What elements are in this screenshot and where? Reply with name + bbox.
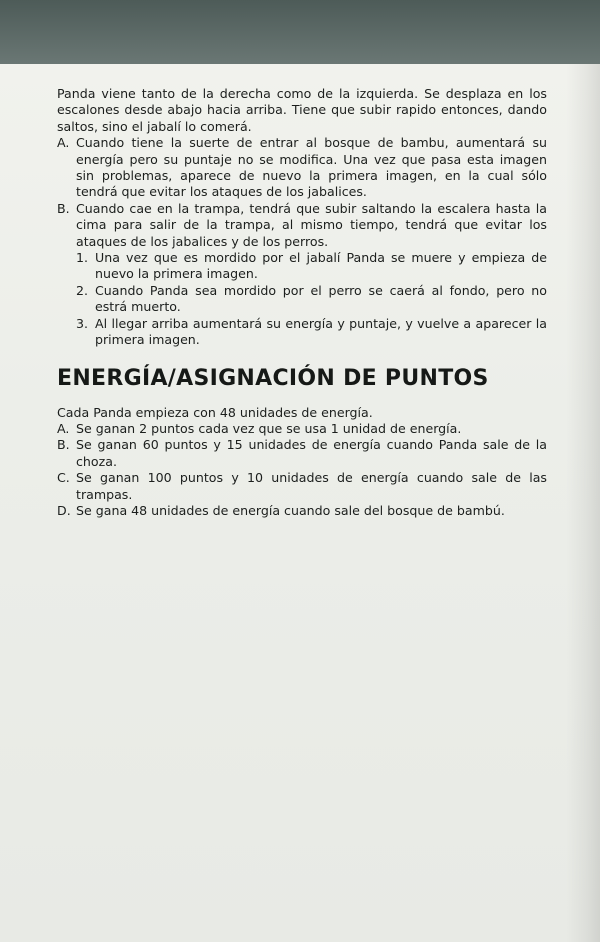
page-content: [57, 86, 547, 519]
list-item-b: [57, 201, 547, 250]
sub-item-2: [76, 283, 547, 316]
points-item-c: [57, 470, 547, 503]
list-marker: C.: [57, 470, 70, 486]
list-marker: B.: [57, 200, 70, 216]
points-item-b: [57, 437, 547, 470]
sub-item-text: Al llegar arriba aumentará su energía y puntaje, y vuelve a aparecer la primera imagen.: [95, 315, 547, 348]
sub-item-text: Una vez que es mordido por el jabalí Panda se muere y empieza de nuevo la primera imagen.: [95, 250, 547, 282]
list-item-text: Cuando cae en la trampa, tendrá que subir saltando la escalera hasta la cima para salir de la trampa, al mismo tiempo, tendrá que evitar los ataques de los jabalices y de los perros.: [76, 200, 547, 249]
sub-item-3: [76, 316, 547, 349]
sub-marker: 3.: [76, 315, 89, 331]
sub-marker: 1.: [76, 250, 89, 266]
dark-background-band: [0, 0, 600, 64]
section-heading: ENERGÍA/ASIGNACIÓN DE PUNTOS: [57, 365, 489, 391]
list-marker: D.: [57, 502, 71, 518]
list-item-text: Se ganan 2 puntos cada vez que se usa 1 unidad de energía.: [76, 420, 462, 436]
list-item-text: Se ganan 60 puntos y 15 unidades de energía cuando Panda sale de la choza.: [76, 437, 547, 469]
sub-item-text: Cuando Panda sea mordido por el perro se caerá al fondo, pero no estrá muerto.: [95, 282, 547, 315]
points-item-d: [57, 503, 547, 519]
list-item-text: Cuando tiene la suerte de entrar al bosque de bambu, aumentará su energía pero su puntaje no se modifica. Una vez que pasa esta imagen sin problemas, aparece de nuevo la primera imagen, en la cual sólo tendrá que evitar los ataques de los jabalices.: [76, 135, 547, 200]
intro-paragraph: Panda viene tanto de la derecha como de la izquierda. Se desplaza en los escalones desde abajo hacia arriba. Tiene que subir rapido entonces, dando saltos, sino el jabalí lo comerá.: [57, 86, 547, 134]
list-item-a: [57, 135, 547, 201]
page-edge-shadow: [566, 64, 600, 942]
list-item-text: Se ganan 100 puntos y 10 unidades de energía cuando sale de las trampas.: [76, 470, 547, 502]
list-item-text: Se gana 48 unidades de energía cuando sale del bosque de bambú.: [76, 502, 505, 518]
points-item-a: [57, 421, 547, 437]
list-marker: A.: [57, 420, 70, 436]
sub-item-1: [76, 250, 547, 283]
list-marker: B.: [57, 437, 70, 453]
section-intro: Cada Panda empieza con 48 unidades de energía.: [57, 404, 373, 420]
list-marker: A.: [57, 135, 70, 151]
sub-marker: 2.: [76, 282, 89, 298]
